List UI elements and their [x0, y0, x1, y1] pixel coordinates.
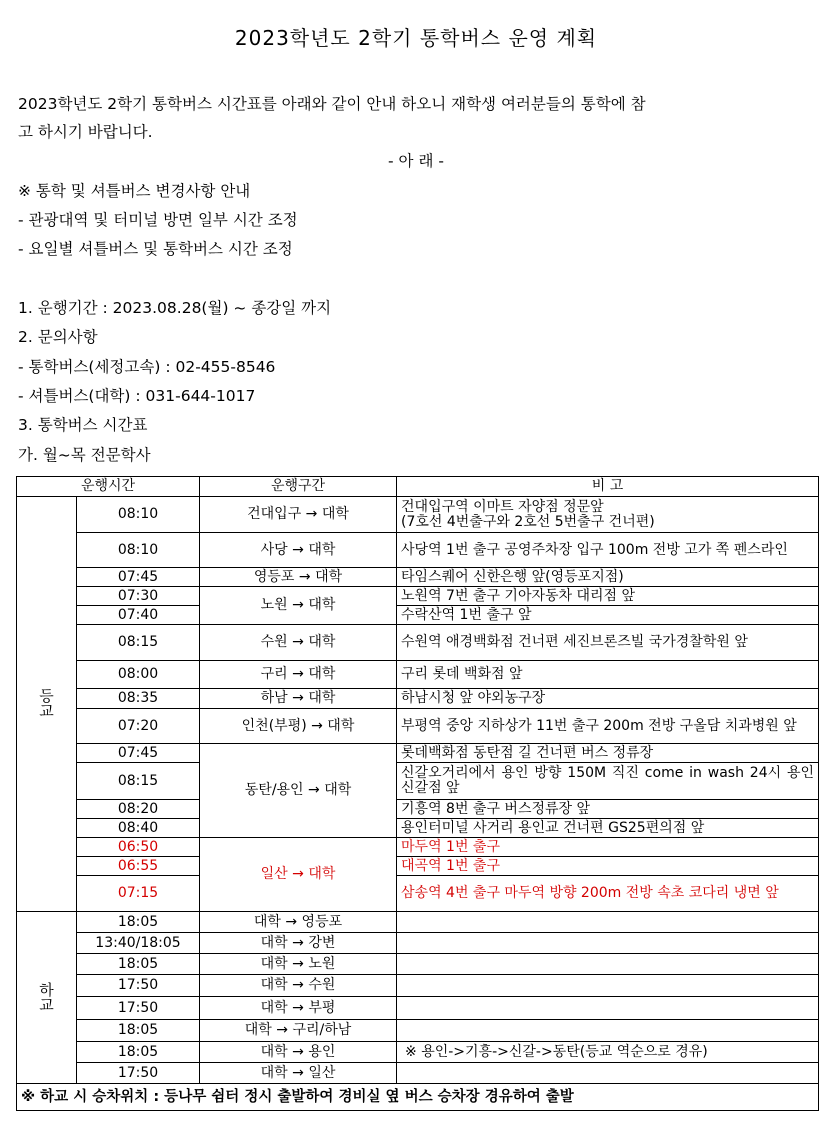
route-cell: 대학 → 노원 — [200, 954, 397, 975]
time-cell: 07:30 — [77, 587, 200, 606]
note-cell: 타임스퀘어 신한은행 앞(영등포지점) — [397, 568, 819, 587]
time-cell: 08:00 — [77, 661, 200, 689]
note-cell: 구리 롯데 백화점 앞 — [397, 661, 819, 689]
bus-timetable — [16, 476, 819, 1111]
table-header-row — [17, 477, 819, 497]
note-cell: 마두역 1번 출구 — [397, 838, 819, 857]
time-cell: 07:40 — [77, 606, 200, 625]
time-cell: 06:50 — [77, 838, 200, 857]
time-cell: 08:20 — [77, 800, 200, 819]
table-row — [17, 819, 819, 838]
note-cell: 신갈오거리에서 용인 방향 150M 직진 come in wash 24시 용인 신갈점 앞 — [397, 763, 819, 800]
table-row — [17, 857, 819, 876]
boarding-location-note: ※ 하교 시 승차위치 : 등나무 쉼터 정시 출발하여 경비실 옆 버스 승차장 경유하여 출발 — [17, 1084, 819, 1111]
table-row — [17, 876, 819, 912]
time-cell: 18:05 — [77, 912, 200, 933]
note-cell — [397, 997, 819, 1020]
table-row — [17, 1042, 819, 1063]
route-cell: 대학 → 부평 — [200, 997, 397, 1020]
table-row — [17, 744, 819, 763]
table-row — [17, 912, 819, 933]
table-row — [17, 838, 819, 857]
note-cell: 건대입구역 이마트 자양점 정문앞 (7호선 4번출구와 2호선 5번출구 건너편) — [397, 497, 819, 533]
route-cell: 인천(부평) → 대학 — [200, 709, 397, 744]
time-cell: 08:35 — [77, 689, 200, 709]
table-row — [17, 568, 819, 587]
note-cell — [397, 954, 819, 975]
route-cell: 대학 → 구리/하남 — [200, 1020, 397, 1042]
note-cell — [397, 912, 819, 933]
time-cell: 08:40 — [77, 819, 200, 838]
table-row — [17, 709, 819, 744]
time-cell: 07:45 — [77, 568, 200, 587]
section-inquiry: 2. 문의사항 — [18, 328, 98, 346]
time-cell: 07:20 — [77, 709, 200, 744]
note-cell: 부평역 중앙 지하상가 11번 출구 200m 전방 구올담 치과병원 앞 — [397, 709, 819, 744]
route-cell: 영등포 → 대학 — [200, 568, 397, 587]
time-cell: 18:05 — [77, 1020, 200, 1042]
time-cell: 18:05 — [77, 1042, 200, 1063]
route-cell: 대학 → 수원 — [200, 975, 397, 997]
time-cell: 13:40/18:05 — [77, 933, 200, 954]
document-title: 2023학년도 2학기 통학버스 운영 계획 — [234, 26, 598, 50]
table-row — [17, 1020, 819, 1042]
header-route: 운행구간 — [200, 477, 397, 497]
time-cell: 08:10 — [77, 533, 200, 568]
time-cell: 08:15 — [77, 763, 200, 800]
note-cell: 수원역 애경백화점 건너편 세진브론즈빌 국가경찰학원 앞 — [397, 625, 819, 661]
route-cell: 동탄/용인 → 대학 — [200, 744, 397, 838]
route-cell: 대학 → 영등포 — [200, 912, 397, 933]
time-cell: 06:55 — [77, 857, 200, 876]
intro-line-1: 2023학년도 2학기 통학버스 시간표를 아래와 같이 안내 하오니 재학생 여러분들의 통학에 참 — [18, 95, 646, 113]
note-cell: 용인터미널 사거리 용인교 건너편 GS25편의점 앞 — [397, 819, 819, 838]
table-row — [17, 689, 819, 709]
route-cell: 하남 → 대학 — [200, 689, 397, 709]
note-cell: 대곡역 1번 출구 — [397, 857, 819, 876]
time-cell: 17:50 — [77, 975, 200, 997]
note-cell: 하남시청 앞 야외농구장 — [397, 689, 819, 709]
time-cell: 07:45 — [77, 744, 200, 763]
note-cell — [397, 933, 819, 954]
note-cell: 수락산역 1번 출구 앞 — [397, 606, 819, 625]
header-time: 운행시간 — [17, 477, 200, 497]
outbound-label: 하 교 — [17, 912, 77, 1084]
subsection-mon-thu: 가. 월~목 전문학사 — [18, 446, 151, 464]
table-row — [17, 763, 819, 800]
route-cell: 일산 → 대학 — [200, 838, 397, 912]
note-cell: 노원역 7번 출구 기아자동차 대리점 앞 — [397, 587, 819, 606]
table-row — [17, 975, 819, 997]
time-cell: 18:05 — [77, 954, 200, 975]
inquiry-commute-bus: - 통학버스(세정고속) : 02-455-8546 — [18, 358, 276, 376]
note-cell: 기흥역 8번 출구 버스정류장 앞 — [397, 800, 819, 819]
inbound-label: 등 교 — [17, 497, 77, 912]
note-cell — [397, 1063, 819, 1084]
table-row — [17, 1063, 819, 1084]
intro-line-2: 고 하시기 바랍니다. — [18, 123, 153, 141]
note-cell: 롯데백화점 동탄점 길 건너편 버스 정류장 — [397, 744, 819, 763]
table-row — [17, 625, 819, 661]
route-cell: 수원 → 대학 — [200, 625, 397, 661]
section-timetable: 3. 통학버스 시간표 — [18, 416, 148, 434]
notice-item-1: - 관광대역 및 터미널 방면 일부 시간 조정 — [18, 211, 298, 229]
note-cell: ※ 용인->기흥->신갈->동탄(등교 역순으로 경유) — [397, 1042, 819, 1063]
route-cell: 건대입구 → 대학 — [200, 497, 397, 533]
table-row — [17, 933, 819, 954]
time-cell: 07:15 — [77, 876, 200, 912]
table-row — [17, 497, 819, 533]
note-cell — [397, 975, 819, 997]
route-cell: 대학 → 강변 — [200, 933, 397, 954]
header-note: 비 고 — [397, 477, 819, 497]
a-rae-heading: - 아 래 - — [388, 152, 444, 170]
route-cell: 대학 → 일산 — [200, 1063, 397, 1084]
time-cell: 08:15 — [77, 625, 200, 661]
table-row — [17, 533, 819, 568]
table-row — [17, 954, 819, 975]
time-cell: 17:50 — [77, 1063, 200, 1084]
table-row — [17, 606, 819, 625]
table-row — [17, 587, 819, 606]
note-cell — [397, 1020, 819, 1042]
note-cell: 삼송역 4번 출구 마두역 방향 200m 전방 속초 코다리 냉면 앞 — [397, 876, 819, 912]
section-period: 1. 운행기간 : 2023.08.28(월) ~ 종강일 까지 — [18, 299, 332, 317]
table-row — [17, 997, 819, 1020]
route-cell: 사당 → 대학 — [200, 533, 397, 568]
inquiry-shuttle-bus: - 셔틀버스(대학) : 031-644-1017 — [18, 387, 256, 405]
route-cell: 대학 → 용인 — [200, 1042, 397, 1063]
table-row — [17, 800, 819, 819]
route-cell: 노원 → 대학 — [200, 587, 397, 625]
time-cell: 08:10 — [77, 497, 200, 533]
notice-heading: ※ 통학 및 셔틀버스 변경사항 안내 — [18, 182, 251, 200]
time-cell: 17:50 — [77, 997, 200, 1020]
note-cell: 사당역 1번 출구 공영주차장 입구 100m 전방 고가 쪽 펜스라인 — [397, 533, 819, 568]
route-cell: 구리 → 대학 — [200, 661, 397, 689]
table-footer-row — [17, 1084, 819, 1111]
table-row — [17, 661, 819, 689]
notice-item-2: - 요일별 셔틀버스 및 통학버스 시간 조정 — [18, 240, 293, 258]
